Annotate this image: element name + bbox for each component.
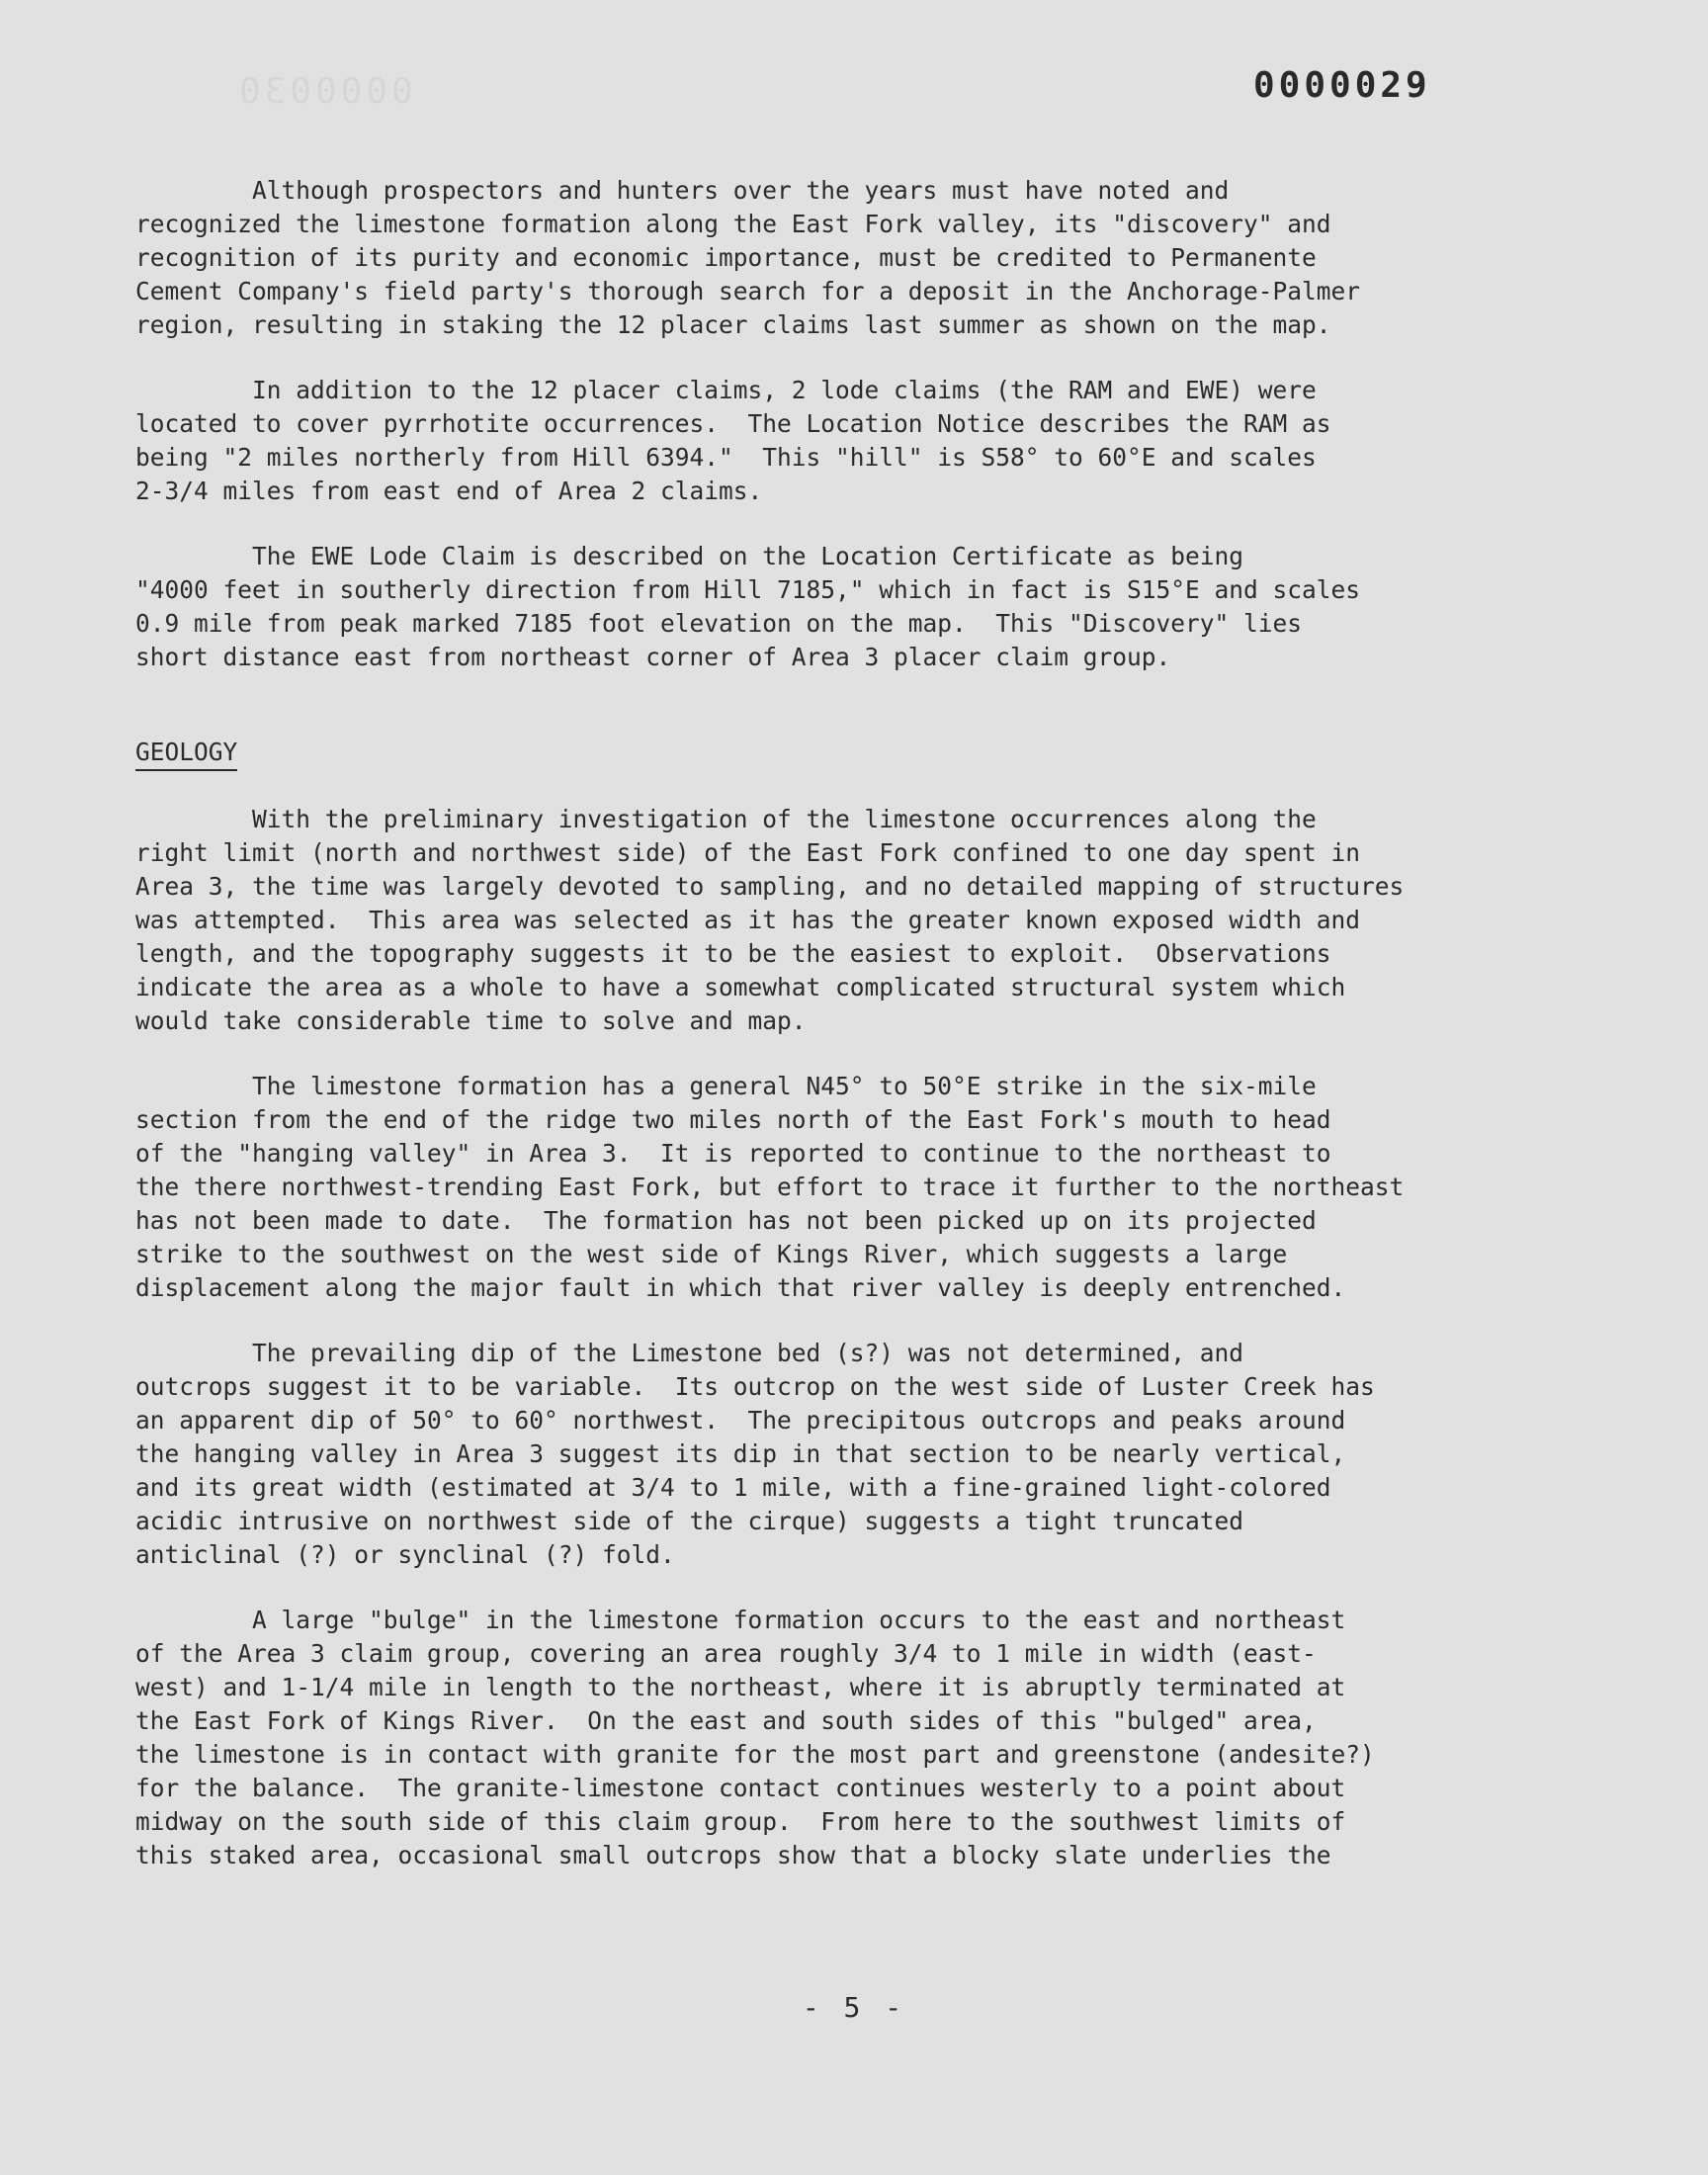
text-line: Cement Company's field party's thorough search for a deposit in the Anchorage-Palmer — [135, 277, 1361, 305]
text-line: A large "bulge" in the limestone formation occurs to the east and northeast — [135, 1606, 1346, 1634]
paragraph — [135, 540, 1588, 674]
text-line: west) and 1-1/4 mile in length to the northeast, where it is abruptly terminated at — [135, 1673, 1346, 1701]
text-line: strike to the southwest on the west side of Kings River, which suggests a large — [135, 1240, 1288, 1268]
document-stamp-number: 0000029 — [1253, 65, 1431, 106]
text-line: the limestone is in contact with granite for the most part and greenstone (andesite?) — [135, 1740, 1375, 1769]
text-line: located to cover pyrrhotite occurrences. The Location Notice describes the RAM as — [135, 409, 1331, 438]
text-line: and its great width (estimated at 3/4 to 1 mile, with a fine-grained light-colored — [135, 1473, 1331, 1502]
text-line: right limit (north and northwest side) of the East Fork confined to one day spent in — [135, 838, 1361, 867]
paragraph — [135, 803, 1588, 1038]
text-line: 0.9 mile from peak marked 7185 foot elevation on the map. This "Discovery" lies — [135, 609, 1303, 638]
text-line: this staked area, occasional small outcrops show that a blocky slate underlies the — [135, 1841, 1331, 1870]
text-line: being "2 miles northerly from Hill 6394." This "hill" is S58° to 60°E and scales — [135, 443, 1317, 472]
text-line: outcrops suggest it to be variable. Its outcrop on the west side of Luster Creek has — [135, 1372, 1375, 1401]
geology-paragraphs — [135, 803, 1588, 1872]
text-line: of the "hanging valley" in Area 3. It is reported to continue to the northeast to — [135, 1139, 1331, 1168]
intro-paragraphs — [135, 174, 1588, 674]
text-line: an apparent dip of 50° to 60° northwest. The precipitous outcrops and peaks around — [135, 1406, 1346, 1435]
paragraph — [135, 1337, 1588, 1572]
text-line: recognized the limestone formation along the East Fork valley, its "discovery" and — [135, 210, 1331, 238]
text-line: Although prospectors and hunters over the years must have noted and — [135, 176, 1230, 205]
text-line: the East Fork of Kings River. On the east and south sides of this "bulged" area, — [135, 1706, 1317, 1735]
text-line: Area 3, the time was largely devoted to sampling, and no detailed mapping of structures — [135, 872, 1405, 901]
document-body — [135, 174, 1588, 1872]
text-line: of the Area 3 claim group, covering an area roughly 3/4 to 1 mile in width (east- — [135, 1639, 1317, 1668]
text-line: length, and the topography suggests it to be the easiest to exploit. Observations — [135, 939, 1331, 968]
text-line: region, resulting in staking the 12 placer claims last summer as shown on the map. — [135, 310, 1331, 339]
text-line: section from the end of the ridge two miles north of the East Fork's mouth to head — [135, 1105, 1331, 1134]
text-line: the there northwest-trending East Fork, but effort to trace it further to the northeast — [135, 1173, 1405, 1201]
paragraph — [135, 374, 1588, 508]
text-line: With the preliminary investigation of the limestone occurrences along the — [135, 805, 1317, 833]
text-line: would take considerable time to solve and map. — [135, 1006, 807, 1035]
text-line: midway on the south side of this claim group. From here to the southwest limits of — [135, 1807, 1346, 1836]
text-line: The EWE Lode Claim is described on the Location Certificate as being — [135, 542, 1244, 570]
text-line: acidic intrusive on northwest side of the cirque) suggests a tight truncated — [135, 1507, 1244, 1535]
paragraph — [135, 1604, 1588, 1872]
section-heading-geology: GEOLOGY — [135, 736, 237, 771]
text-line: The prevailing dip of the Limestone bed (s?) was not determined, and — [135, 1339, 1244, 1367]
text-line: indicate the area as a whole to have a somewhat complicated structural system which — [135, 973, 1346, 1001]
text-line: anticlinal (?) or synclinal (?) fold. — [135, 1540, 675, 1569]
paragraph — [135, 174, 1588, 342]
text-line: short distance east from northeast corner of Area 3 placer claim group. — [135, 643, 1171, 671]
text-line: has not been made to date. The formation has not been picked up on its projected — [135, 1206, 1317, 1235]
ghost-stamp: 0000030 — [235, 71, 413, 112]
text-line: for the balance. The granite-limestone contact continues westerly to a point about — [135, 1774, 1346, 1802]
page-number: - 5 - — [802, 1991, 906, 2024]
text-line: 2-3/4 miles from east end of Area 2 claims. — [135, 477, 763, 505]
text-line: the hanging valley in Area 3 suggest its dip in that section to be nearly vertical, — [135, 1439, 1346, 1468]
text-line: displacement along the major fault in which that river valley is deeply entrenched. — [135, 1273, 1346, 1302]
text-line: was attempted. This area was selected as it has the greater known exposed width and — [135, 906, 1361, 934]
text-line: In addition to the 12 placer claims, 2 lode claims (the RAM and EWE) were — [135, 376, 1317, 404]
text-line: The limestone formation has a general N45° to 50°E strike in the six-mile — [135, 1072, 1317, 1100]
text-line: recognition of its purity and economic importance, must be credited to Permanente — [135, 243, 1317, 272]
paragraph — [135, 1070, 1588, 1305]
text-line: "4000 feet in southerly direction from Hill 7185," which in fact is S15°E and scales — [135, 575, 1361, 604]
